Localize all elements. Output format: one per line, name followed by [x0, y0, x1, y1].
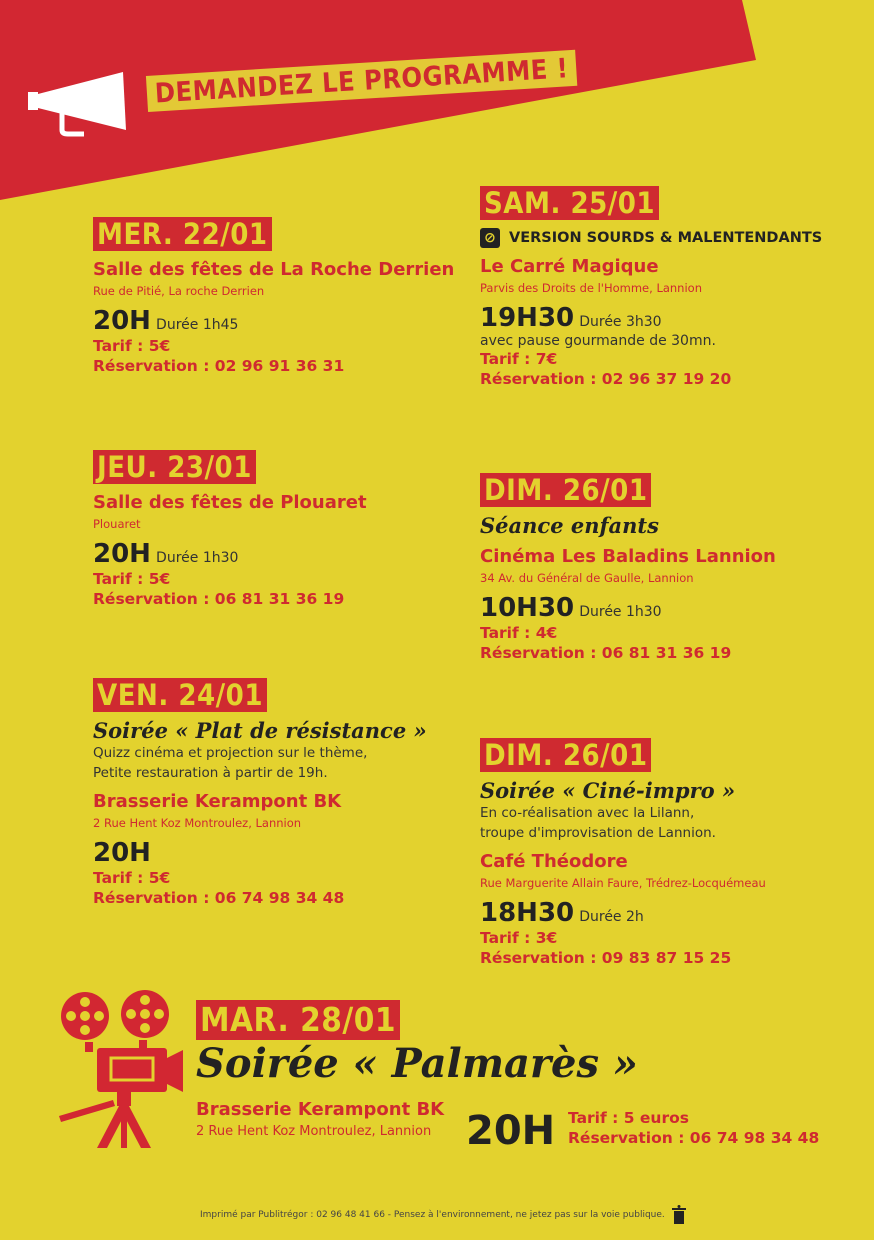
- event-time: 20H: [93, 539, 151, 569]
- event-venue: Cinéma Les Baladins Lannion: [480, 546, 776, 567]
- event-description: Petite restauration à partir de 19h.: [93, 765, 328, 781]
- event-venue: Salle des fêtes de La Roche Derrien: [93, 259, 455, 280]
- event-address: 2 Rue Hent Koz Montroulez, Lannion: [196, 1124, 432, 1139]
- event-card: [93, 217, 454, 376]
- event-pricing: [568, 1108, 819, 1148]
- accessibility-note: [480, 228, 822, 248]
- event-subtitle: Soirée « Palmarès »: [196, 1040, 638, 1087]
- event-address: Parvis des Droits de l'Homme, Lannion: [480, 281, 702, 295]
- event-duration: Durée 1h30: [579, 604, 662, 620]
- event-subtitle: Soirée « Plat de résistance »: [93, 718, 427, 743]
- trash-bin-icon: [671, 1205, 687, 1225]
- event-time: 20H: [93, 306, 151, 336]
- event-booking: Réservation : 06 74 98 34 48: [568, 1129, 820, 1147]
- event-card: [93, 450, 367, 609]
- page-title: DEMANDEZ LE PROGRAMME !: [146, 50, 577, 112]
- event-venue: Café Théodore: [480, 851, 628, 872]
- event-time: 20H: [93, 838, 151, 868]
- event-card: [480, 186, 822, 389]
- event-venue: Brasserie Kerampont BK: [93, 791, 342, 812]
- event-address: Rue Marguerite Allain Faure, Trédrez-Locquémeau: [480, 876, 766, 890]
- event-duration: Durée 2h: [579, 909, 644, 925]
- movie-camera-icon: [55, 990, 185, 1150]
- event-address: Rue de Pitié, La roche Derrien: [93, 284, 265, 298]
- event-price: Tarif : 5€: [93, 337, 171, 355]
- accessibility-label: VERSION SOURDS & MALENTENDANTS: [509, 230, 823, 246]
- event-description: Quizz cinéma et projection sur le thème,: [93, 745, 368, 761]
- event-card: [480, 473, 776, 663]
- event-booking: Réservation : 06 81 31 36 19: [480, 644, 732, 662]
- event-date: DIM. 26/01: [480, 738, 651, 772]
- event-price: Tarif : 5€: [93, 570, 171, 588]
- event-card: [93, 678, 427, 908]
- hearing-impaired-icon: ⊘: [480, 228, 500, 248]
- event-description: En co-réalisation avec la Lilann,: [480, 805, 695, 821]
- event-time-row: [93, 838, 427, 868]
- footer: [200, 1205, 687, 1225]
- event-duration: Durée 1h45: [156, 317, 239, 333]
- event-date: JEU. 23/01: [93, 450, 256, 484]
- event-address: 34 Av. du Général de Gaulle, Lannion: [480, 571, 694, 585]
- event-price: Tarif : 7€: [480, 350, 558, 368]
- event-price: Tarif : 5 euros: [568, 1109, 689, 1127]
- megaphone-icon: [28, 72, 148, 142]
- event-time-row: [93, 539, 367, 569]
- event-booking: Réservation : 02 96 37 19 20: [480, 370, 732, 388]
- event-price: Tarif : 5€: [93, 869, 171, 887]
- event-date: SAM. 25/01: [480, 186, 659, 220]
- event-time: 10H30: [480, 593, 575, 623]
- footer-text: Imprimé par Publitrégor : 02 96 48 41 66 - Pensez à l'environnement, ne jetez pas sur la voie publique.: [200, 1210, 665, 1220]
- event-booking: Réservation : 06 81 31 36 19: [93, 590, 345, 608]
- event-address: 2 Rue Hent Koz Montroulez, Lannion: [93, 816, 302, 830]
- event-subtitle: Soirée « Ciné-impro »: [480, 778, 736, 803]
- event-extra-note: avec pause gourmande de 30mn.: [480, 333, 716, 349]
- event-booking: Réservation : 06 74 98 34 48: [93, 889, 345, 907]
- event-venue: Salle des fêtes de Plouaret: [93, 492, 367, 513]
- event-time: 18H30: [480, 898, 575, 928]
- event-date: DIM. 26/01: [480, 473, 651, 507]
- event-booking: Réservation : 09 83 87 15 25: [480, 949, 732, 967]
- event-address: Plouaret: [93, 517, 141, 531]
- event-price: Tarif : 4€: [480, 624, 558, 642]
- event-venue: Brasserie Kerampont BK: [196, 1099, 445, 1120]
- event-time: 19H30: [480, 303, 575, 333]
- event-date: VEN. 24/01: [93, 678, 267, 712]
- event-time-row: [480, 898, 766, 928]
- event-description: troupe d'improvisation de Lannion.: [480, 825, 716, 841]
- event-venue: Le Carré Magique: [480, 256, 659, 277]
- event-date: MAR. 28/01: [196, 1000, 400, 1040]
- event-price: Tarif : 3€: [480, 929, 558, 947]
- event-subtitle: Séance enfants: [480, 513, 659, 538]
- event-duration: Durée 1h30: [156, 550, 239, 566]
- event-time-row: [93, 306, 454, 336]
- event-date: MER. 22/01: [93, 217, 272, 251]
- event-time-row: [480, 303, 822, 333]
- event-booking: Réservation : 02 96 91 36 31: [93, 357, 345, 375]
- event-card: [480, 738, 766, 968]
- event-duration: Durée 3h30: [579, 314, 662, 330]
- event-time-row: [480, 593, 776, 623]
- event-time: 20H: [466, 1108, 556, 1154]
